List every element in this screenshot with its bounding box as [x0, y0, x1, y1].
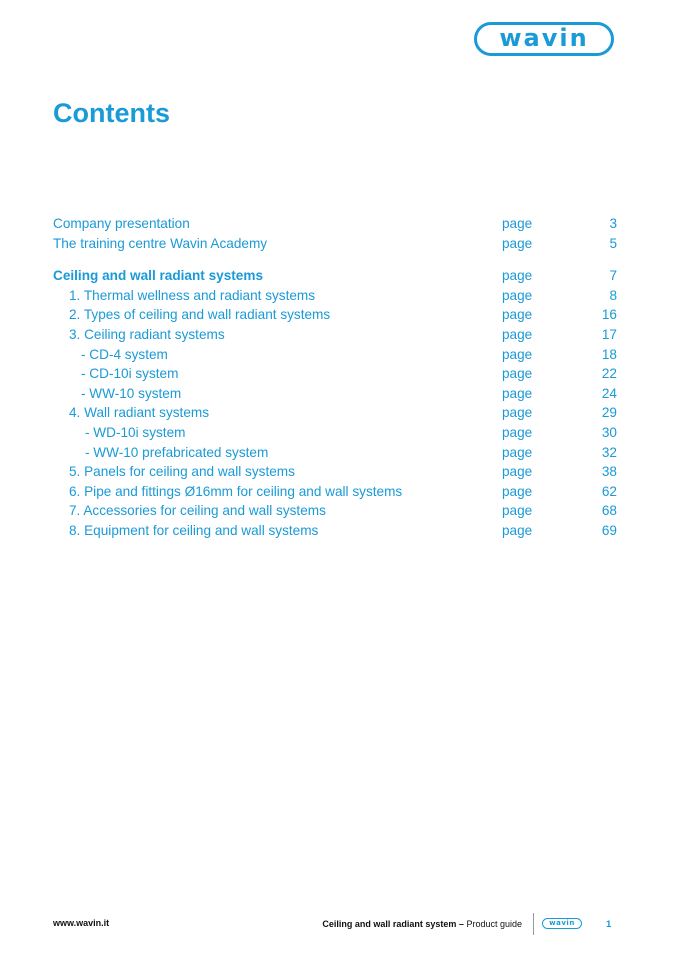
toc-label: 8. Equipment for ceiling and wall systems	[69, 522, 319, 538]
toc-label: 4. Wall radiant systems	[69, 405, 210, 421]
toc-page-word: page	[502, 483, 533, 499]
footer-logo-text: wavin	[549, 919, 575, 927]
toc-page-number: 62	[601, 483, 617, 499]
toc-page-number: 38	[601, 464, 617, 480]
toc-page-word: page	[502, 522, 533, 538]
toc-row[interactable]	[53, 443, 617, 463]
toc-row[interactable]	[53, 462, 617, 482]
toc-label: 1. Thermal wellness and radiant systems	[69, 287, 316, 303]
toc-page-number: 22	[601, 366, 617, 382]
toc-row[interactable]	[53, 364, 617, 384]
page-title: Contents	[53, 98, 170, 128]
toc-label: The training centre Wavin Academy	[53, 235, 268, 251]
toc-page-number: 68	[601, 503, 617, 519]
toc-section-heading[interactable]	[53, 266, 617, 286]
toc-label: 6. Pipe and fittings Ø16mm for ceiling and wall systems	[69, 483, 403, 499]
toc-page-number: 5	[609, 235, 617, 251]
footer-divider	[533, 913, 534, 935]
toc-row[interactable]	[53, 286, 617, 306]
toc-row[interactable]	[53, 345, 617, 365]
toc-row[interactable]	[53, 403, 617, 423]
page-number: 1	[606, 919, 612, 930]
toc-page-word: page	[502, 385, 533, 401]
toc-page-number: 8	[609, 287, 617, 303]
toc-row[interactable]	[53, 521, 617, 541]
toc-page-word: page	[502, 503, 533, 519]
footer-wavin-logo	[542, 918, 582, 929]
toc-page-word: page	[502, 444, 533, 460]
toc-page-word: page	[502, 268, 533, 284]
toc-label: Company presentation	[53, 216, 190, 231]
toc-page-number: 3	[609, 216, 617, 231]
toc-page-number: 32	[601, 444, 617, 460]
website-link[interactable]: www.wavin.it	[53, 918, 110, 928]
logo-text: wavin	[499, 24, 589, 52]
toc-label: - WW-10 prefabricated system	[85, 444, 269, 460]
toc-page-number: 18	[601, 346, 617, 362]
toc-label: - WD-10i system	[85, 424, 186, 440]
guide-title	[322, 919, 522, 929]
toc-row[interactable]	[53, 305, 617, 325]
toc-page-number: 17	[601, 326, 617, 342]
toc-label: - CD-10i system	[81, 366, 179, 382]
toc-label: 3. Ceiling radiant systems	[69, 326, 225, 342]
toc-page-word: page	[502, 464, 533, 480]
toc-label: 2. Types of ceiling and wall radiant systems	[69, 307, 331, 323]
toc-page-word: page	[502, 346, 533, 362]
toc-label: 5. Panels for ceiling and wall systems	[69, 464, 295, 480]
toc-label: 7. Accessories for ceiling and wall systems	[69, 503, 326, 519]
toc-page-word: page	[502, 287, 533, 303]
toc-row[interactable]	[53, 234, 617, 254]
toc-section-gap	[53, 253, 617, 266]
toc-label: - WW-10 system	[81, 385, 182, 401]
toc-row[interactable]	[53, 482, 617, 502]
toc-page-number: 16	[601, 307, 617, 323]
toc-label: - CD-4 system	[81, 346, 168, 362]
toc-page-word: page	[502, 235, 533, 251]
toc-label: Ceiling and wall radiant systems	[53, 268, 264, 284]
guide-title-regular: Product guide	[466, 919, 522, 929]
toc-row[interactable]	[53, 325, 617, 345]
toc-row[interactable]	[53, 214, 617, 234]
toc-page-number: 30	[601, 424, 617, 440]
toc-page-number: 69	[601, 522, 617, 538]
toc-page-word: page	[502, 326, 533, 342]
toc-row[interactable]	[53, 423, 617, 443]
wavin-logo	[474, 22, 614, 56]
toc-page-word: page	[502, 366, 533, 382]
page-footer	[0, 913, 678, 937]
toc-page-word: page	[502, 424, 533, 440]
toc-page-number: 24	[601, 385, 617, 401]
table-of-contents	[53, 214, 617, 541]
toc-page-number: 7	[609, 268, 617, 284]
toc-page-word: page	[502, 307, 533, 323]
guide-title-bold: Ceiling and wall radiant system –	[322, 919, 464, 929]
toc-row[interactable]	[53, 501, 617, 521]
toc-page-word: page	[502, 405, 533, 421]
toc-row[interactable]	[53, 384, 617, 404]
toc-page-number: 29	[601, 405, 617, 421]
toc-page-word: page	[502, 216, 533, 231]
